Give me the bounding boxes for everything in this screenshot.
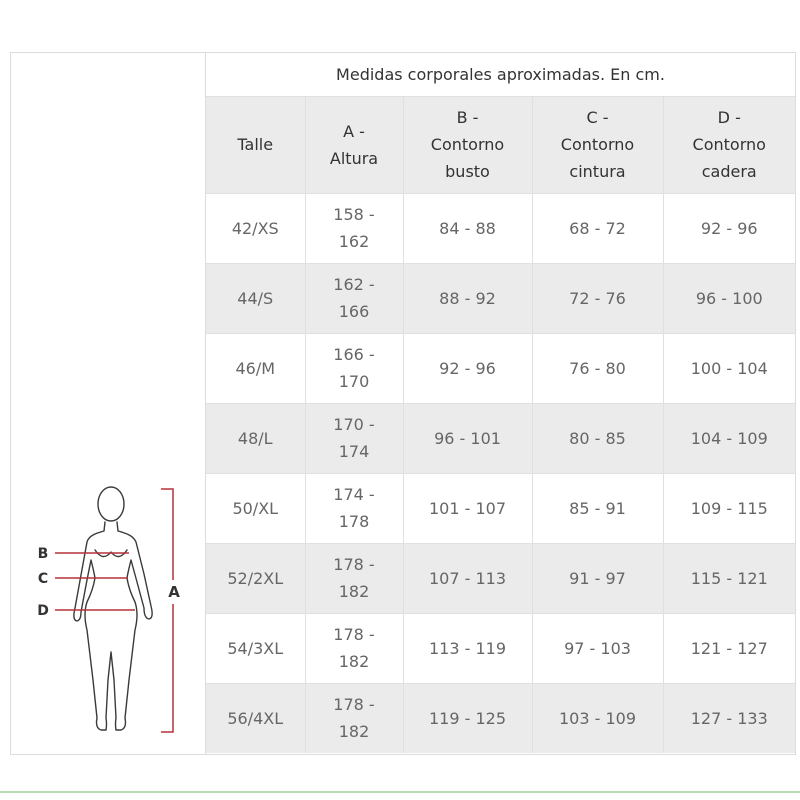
cell-altura-value: 170 - 174 [333,415,375,461]
cell-cadera: 109 - 115 [663,473,795,543]
cell-altura [305,193,403,263]
cell-altura-value: 178 - 182 [333,625,375,671]
title-row [206,53,795,96]
body-measurement-figure [11,480,206,752]
cell-cintura: 80 - 85 [532,403,663,473]
header-cadera [663,96,795,193]
cell-cintura: 85 - 91 [532,473,663,543]
cell-cadera: 104 - 109 [663,403,795,473]
cell-busto: 101 - 107 [403,473,532,543]
cell-cintura: 76 - 80 [532,333,663,403]
table-row [206,543,795,613]
header-talle: Talle [206,96,305,193]
figure-panel [11,53,206,754]
cell-cintura: 72 - 76 [532,263,663,333]
cell-busto: 84 - 88 [403,193,532,263]
header-cadera-label: D - Contorno cadera [692,108,766,181]
cell-busto: 96 - 101 [403,403,532,473]
header-cintura [532,96,663,193]
table-row [206,473,795,543]
cell-altura-value: 178 - 182 [333,695,375,742]
cell-cintura: 91 - 97 [532,543,663,613]
cell-busto: 88 - 92 [403,263,532,333]
header-busto-label: B - Contorno busto [430,108,505,181]
label-b: B [37,546,49,562]
cell-busto: 113 - 119 [403,613,532,683]
cell-cintura: 103 - 109 [532,683,663,753]
header-cintura-label: C - Contorno cintura [560,108,635,181]
height-bracket-a [161,489,173,732]
cell-talle: 42/XS [206,193,305,263]
cell-cadera: 100 - 104 [663,333,795,403]
label-d: D [37,603,49,619]
cell-cadera: 96 - 100 [663,263,795,333]
cell-altura [305,543,403,613]
size-table [206,53,795,753]
cell-busto: 92 - 96 [403,333,532,403]
cell-talle: 44/S [206,263,305,333]
table-title: Medidas corporales aproximadas. En cm. [206,53,795,96]
cell-cadera: 92 - 96 [663,193,795,263]
head-outline [98,487,124,521]
cell-altura-value: 166 - 170 [333,345,375,391]
size-chart [10,52,796,755]
table-row [206,193,795,263]
cell-talle: 52/2XL [206,543,305,613]
cell-altura [305,473,403,543]
table-row [206,613,795,683]
cell-altura-value: 162 - 166 [333,275,375,321]
cell-talle: 50/XL [206,473,305,543]
cell-cintura: 97 - 103 [532,613,663,683]
cell-busto: 107 - 113 [403,543,532,613]
cell-cadera: 127 - 133 [663,683,795,753]
cell-cintura: 68 - 72 [532,193,663,263]
cell-altura [305,613,403,683]
cell-altura [305,333,403,403]
cell-talle: 54/3XL [206,613,305,683]
cell-altura-value: 158 - 162 [333,205,375,251]
label-a: A [168,583,180,601]
table-row [206,683,795,753]
cell-cadera: 115 - 121 [663,543,795,613]
cell-talle: 48/L [206,403,305,473]
header-busto [403,96,532,193]
header-row [206,96,795,193]
cell-talle: 56/4XL [206,683,305,753]
cell-talle: 46/M [206,333,305,403]
cell-altura [305,403,403,473]
cell-altura [305,263,403,333]
header-altura-label: A - Altura [329,121,379,168]
bottom-divider [0,791,800,793]
cell-altura [305,683,403,753]
table-row [206,263,795,333]
cell-altura-value: 178 - 182 [333,555,375,601]
table-row [206,333,795,403]
header-altura [305,96,403,193]
cell-busto: 119 - 125 [403,683,532,753]
table-row [206,403,795,473]
cell-cadera: 121 - 127 [663,613,795,683]
cell-altura-value: 174 - 178 [333,485,375,531]
label-c: C [37,571,49,587]
